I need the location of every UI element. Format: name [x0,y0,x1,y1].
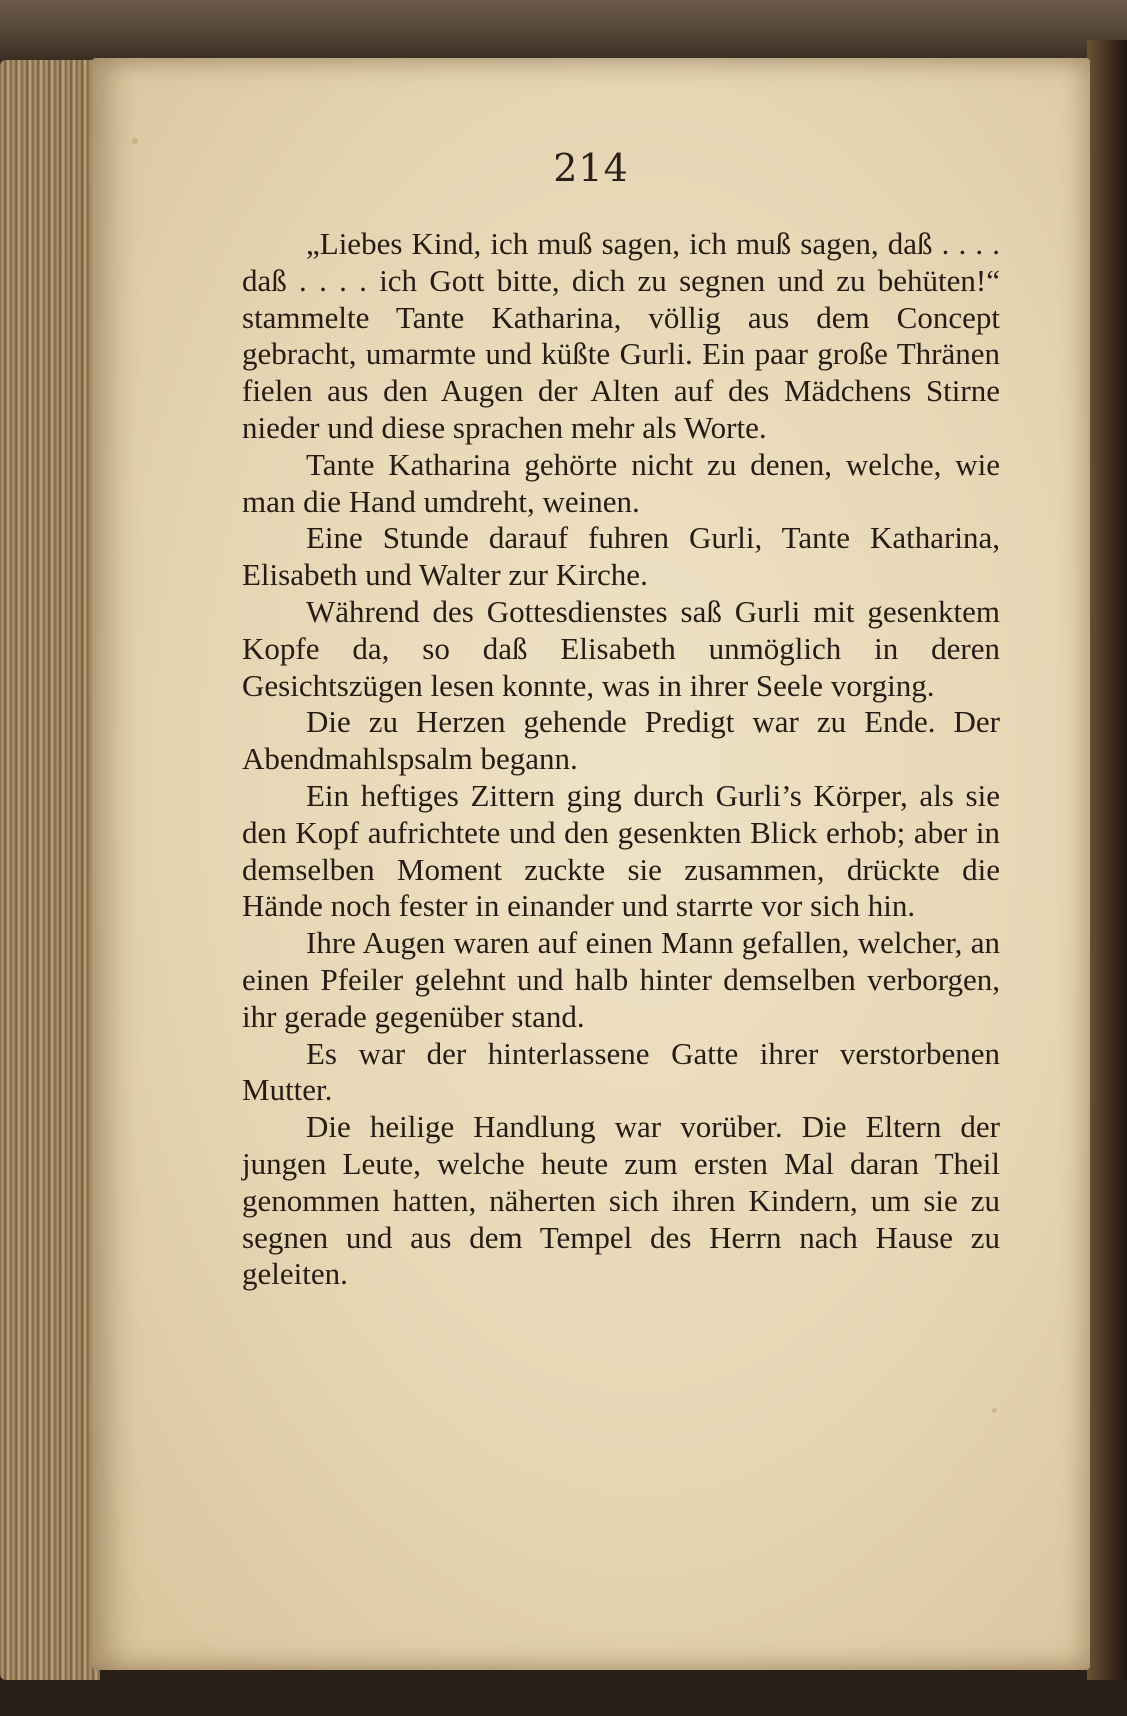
paragraph: Tante Katharina gehörte nicht zu denen, welche, wie man die Hand umdreht, weinen. [242,446,1000,519]
paragraph: Ein heftiges Zittern ging durch Gurli’s Körper, als sie den Kopf aufrichtete und den gesenkten Blick erhob; aber in demselben Moment zuckte sie zusammen, drückte die Hände noch fester in einander und starrte vor sich hin. [242,777,1000,924]
paragraph: Eine Stunde darauf fuhren Gurli, Tante Katharina, Elisabeth und Walter zur Kirche. [242,520,1000,593]
paragraph: Es war der hinterlassene Gatte ihrer verstorbenen Mutter. [242,1035,1000,1108]
foxing-spot [132,138,138,144]
book-page [92,58,1090,1670]
page-stack-edge [0,60,100,1680]
paragraph: Die zu Herzen gehende Predigt war zu Ende. Der Abendmahlspsalm begann. [242,704,1000,777]
foxing-spot [992,1408,997,1413]
paragraph: Während des Gottesdienstes saß Gurli mit gesenktem Kopfe da, so daß Elisabeth unmöglich in deren Gesichtszügen lesen konnte, was in ihrer Seele vorging. [242,593,1000,703]
paragraph: Ihre Augen waren auf einen Mann gefallen, welcher, an einen Pfeiler gelehnt und halb hinter demselben verborgen, ihr gerade gegenüber stand. [242,925,1000,1034]
paragraph: Die heilige Handlung war vorüber. Die Eltern der jungen Leute, welche heute zum ersten Mal daran Theil genommen hatten, näherten sich ihren Kindern, um sie zu segnen und aus dem Tempel des Herrn nach Hause zu geleiten. [242,1109,1000,1292]
book-right-edge [1087,40,1127,1680]
page-number: 214 [553,146,629,190]
body-text [242,226,1000,1293]
paragraph: „Liebes Kind, ich muß sagen, ich muß sagen, daß . . . . daß . . . . ich Gott bitte, dich zu segnen und zu behüten!“ stammelte Tante Katharina, völlig aus dem Concept gebracht, umarmte und küßte Gurli. Ein paar große Thränen fielen aus den Augen der Alten auf des Mädchens Stirne nieder und diese sprachen mehr als Worte. [242,226,1000,445]
